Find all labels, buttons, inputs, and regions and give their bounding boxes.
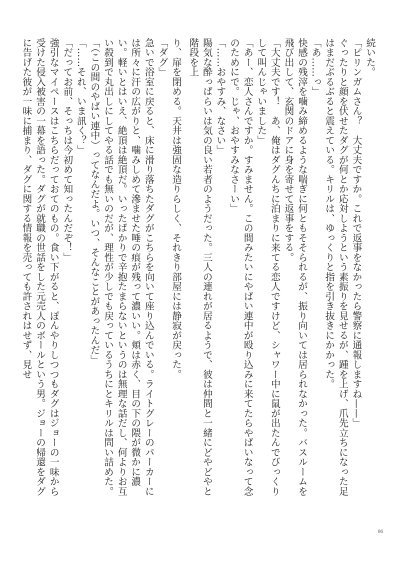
text-line: 続いた。: [364, 38, 375, 77]
text-line: 陽気な酔っぱらいは気の良い若者のようだった。三人の連れが居るようで、彼は仲間と一緒にどやどやと階段を上: [187, 38, 212, 497]
text-line: 「大丈夫です！ あ、俺はダグんちに泊まりに来てる恋人ですけど、シャワー中に鼠が出たんでびっくりして叫んじゃいました」: [255, 38, 280, 497]
text-block-right: [187, 38, 376, 504]
text-line: ぐったりと顔を伏せたダグが何とか応対しようという素振りを見せるが、踵を上げ、爪先立ちになった足はまだぶるぶると震えている。キリルは、ゆっくりと指を引き抜きにかかった。: [323, 38, 348, 497]
text-line: 「だってお前、そっちは今初めて知ったんだぞ！」: [61, 38, 73, 263]
text-line: 「あ……っ」: [309, 38, 321, 97]
text-line: 「（この間のやばい連中）ってなんだよ。いつ、そんなことがあったんだ」: [88, 38, 100, 365]
text-line: 「ピリンガムさん？ 大丈夫ですか。これで返事をなかったら警察に通報しますね——」: [350, 38, 362, 428]
text-line: 急いで浴室に戻ると、床に滑り落ちたダグがこちらを向いて座り込んでいる。ライトグレーのパーカーには所々に汗の広がりと、噛みしめて滲ませた唾の痕が残って濃いい。頬は赤く、目の下の隈が微かに濃い。軽いとはいえ、絶頂は絶頂だ。いったばかりで辛抱たまらないというのは無理な話だし、何よりお互い殺到で丸出しにしてやる話でも無いのだが、理性が少しでも戻っているうちにとキリルは問い詰めた。: [102, 38, 154, 497]
vertical-text-left: [22, 38, 182, 504]
text-line: 「……おやすみ、なさい」: [214, 38, 226, 155]
text-line: 「……それ、いま訊く？」: [74, 38, 86, 155]
text-line: 「ダグ」: [156, 38, 168, 77]
vertical-text-right: [187, 38, 376, 504]
text-line: 強引なマイペースはこちらだっておてのもの。食い下がると、ぽんやりしつつもダグはジョーの一味から受けた侵入被害の一幕を語った。ダグが就職の世話をした元売人のボールという男。ジョーの帰還をダグに告げた彼が一味に捕まり、ダグに関する情報を売っても許されはせず、見せ: [20, 38, 59, 497]
text-line: 「あー、恋人さんですか。すみません。この間みたいにやばい連中が殴り込みに来てたらやばいなって念のためにで。じゃ、おやすみなさーい」: [228, 38, 253, 497]
text-line: 快感の残滓を噛み締めるような喘ぎに何ともそそられるが、振り向いては居られなかった。バスルームを飛び出して、玄関のドアに身を寄せて返事をする。: [282, 38, 308, 497]
text-line: り、扉を閉める。天井は強固な造りらしく、それきり部屋には静寂が戻った。: [170, 38, 181, 380]
page-number: 86: [378, 530, 383, 535]
text-block-left: [22, 38, 182, 504]
